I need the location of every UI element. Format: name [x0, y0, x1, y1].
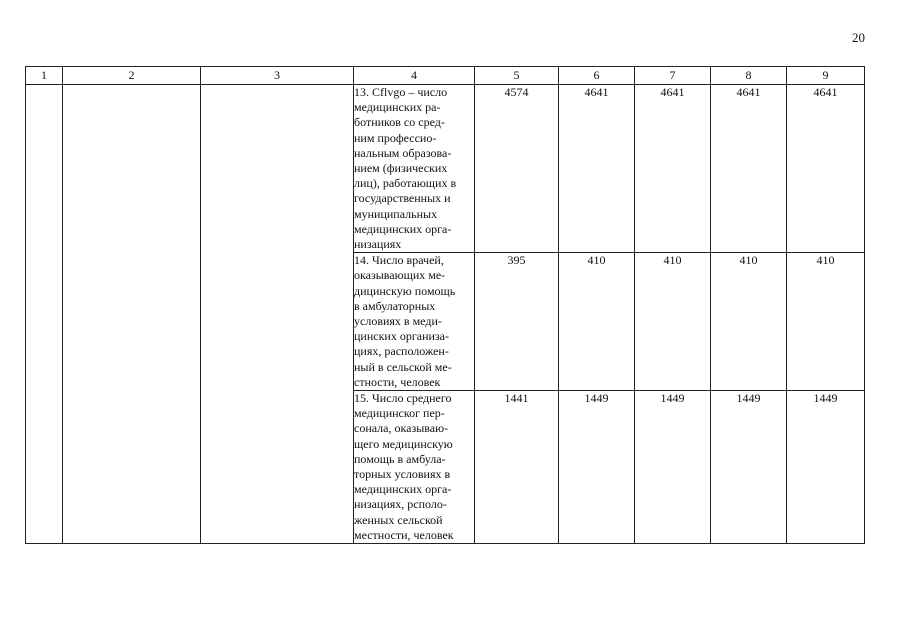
value-cell: 1449: [787, 391, 865, 544]
indicator-line: стности, человек: [354, 374, 441, 389]
indicator-line: оказывающих ме-: [354, 268, 446, 283]
indicator-line: условиях в меди-: [354, 314, 442, 329]
empty-cell-col3: [201, 85, 354, 544]
column-header: 5: [475, 67, 559, 85]
indicator-line: сонала, оказываю-: [354, 421, 449, 436]
value-cell: 4641: [787, 85, 865, 253]
indicators-table: [25, 66, 865, 544]
column-header: 1: [26, 67, 63, 85]
column-header: 3: [201, 67, 354, 85]
indicator-line: 14. Число врачей,: [354, 253, 444, 268]
value-cell: 410: [787, 253, 865, 391]
indicator-cell: [354, 85, 475, 253]
column-header: 7: [635, 67, 711, 85]
indicator-line: низациях: [354, 237, 402, 252]
indicator-line: низациях, рсполо-: [354, 497, 447, 512]
value-cell: 1441: [475, 391, 559, 544]
indicator-line: цинских организа-: [354, 329, 449, 344]
indicator-line: местности, человек: [354, 527, 454, 542]
indicator-cell: [354, 253, 475, 391]
column-header: 8: [711, 67, 787, 85]
indicator-line: медицинских орга-: [354, 482, 452, 497]
indicator-line: торных условиях в: [354, 467, 451, 482]
column-header: 6: [559, 67, 635, 85]
indicator-line: 13. Cflvgo – число: [354, 85, 448, 99]
indicator-line: в амбулаторных: [354, 298, 436, 313]
indicator-line: помощь в амбула-: [354, 451, 446, 466]
value-cell: 4574: [475, 85, 559, 253]
indicator-line: ботников со сред-: [354, 115, 445, 130]
table-row: [26, 85, 865, 253]
indicator-line: ним профессио-: [354, 130, 437, 145]
header-row: [26, 67, 865, 85]
value-cell: 4641: [711, 85, 787, 253]
indicator-line: медицинских орга-: [354, 221, 452, 236]
value-cell: 4641: [635, 85, 711, 253]
empty-cell-col1: [26, 85, 63, 544]
value-cell: 4641: [559, 85, 635, 253]
value-cell: 1449: [559, 391, 635, 544]
column-header: 9: [787, 67, 865, 85]
indicator-line: нальным образова-: [354, 145, 452, 160]
indicator-line: муниципальных: [354, 206, 438, 221]
value-cell: 1449: [711, 391, 787, 544]
column-header: 2: [63, 67, 201, 85]
indicator-line: нием (физических: [354, 161, 448, 176]
indicator-cell: [354, 391, 475, 544]
indicator-line: медицинског пер-: [354, 406, 445, 421]
value-cell: 410: [711, 253, 787, 391]
value-cell: 395: [475, 253, 559, 391]
indicator-line: женных сельской: [354, 512, 443, 527]
value-cell: 410: [559, 253, 635, 391]
indicator-line: государственных и: [354, 191, 451, 206]
indicator-line: ный в сельской ме-: [354, 359, 452, 374]
value-cell: 1449: [635, 391, 711, 544]
value-cell: 410: [635, 253, 711, 391]
page-number: 20: [852, 30, 865, 45]
indicator-line: дицинскую помощь: [354, 283, 456, 298]
indicator-line: циях, расположен-: [354, 344, 449, 359]
indicator-line: лиц), работающих в: [354, 176, 457, 191]
indicator-line: щего медицинскую: [354, 436, 453, 451]
indicator-line: 15. Число среднего: [354, 391, 452, 406]
column-header: 4: [354, 67, 475, 85]
empty-cell-col2: [63, 85, 201, 544]
indicator-line: медицинских ра-: [354, 100, 441, 115]
